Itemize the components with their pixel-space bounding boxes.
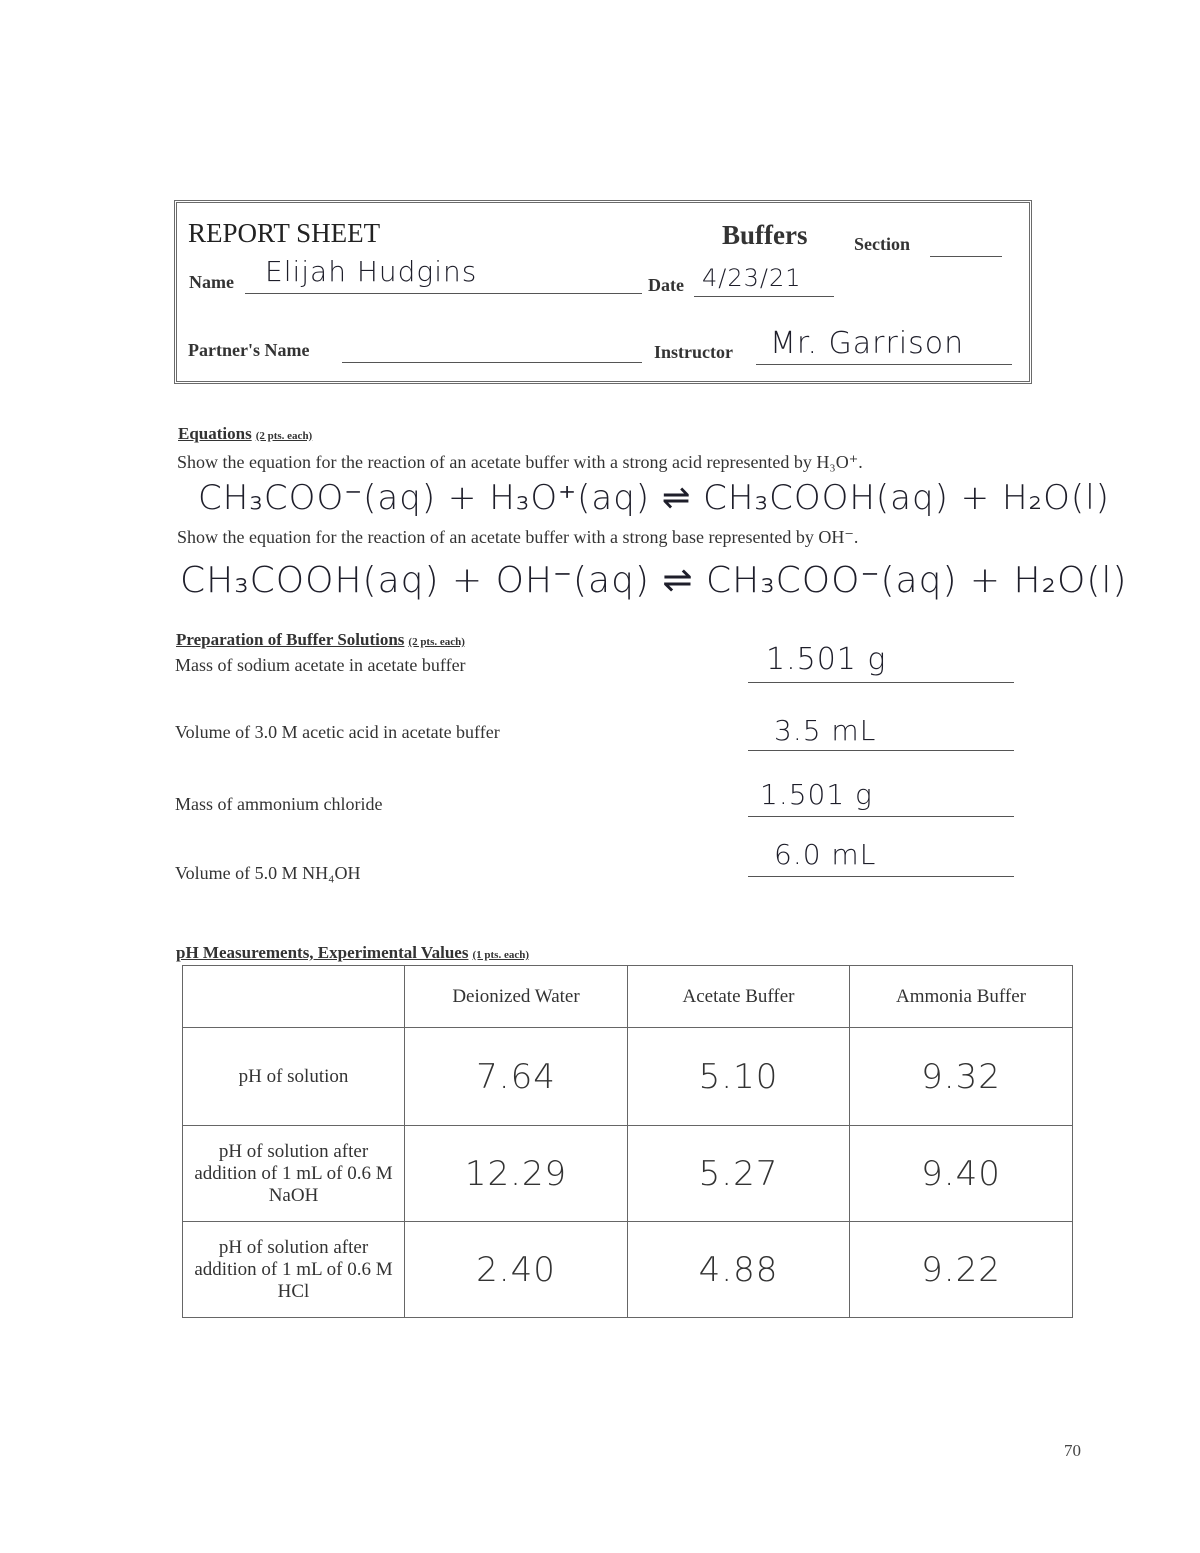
name-label: Name (189, 272, 234, 292)
date-label: Date (648, 275, 684, 295)
date-value: 4/23/21 (702, 264, 802, 292)
page-number: 70 (1064, 1441, 1081, 1460)
instructor-value: Mr. Garrison (770, 326, 965, 361)
column-header: Acetate Buffer (628, 966, 850, 1028)
prep-item-value: 1.501 g (766, 642, 887, 677)
column-header: Deionized Water (405, 966, 628, 1028)
row-label: pH of solution (183, 1028, 405, 1126)
prep-item-label: Mass of ammonium chloride (175, 794, 383, 814)
ph-value[interactable]: 9.32 (850, 1028, 1073, 1126)
table-header-row (183, 966, 1073, 1028)
date-field[interactable] (694, 262, 834, 297)
instructor-field[interactable] (756, 326, 1012, 365)
partner-field[interactable] (342, 340, 642, 363)
prep-item-label: Volume of 5.0 M NH₄OH (175, 863, 361, 883)
partner-label: Partner's Name (188, 340, 310, 360)
prep-item-value: 1.501 g (760, 778, 873, 811)
column-header (183, 966, 405, 1028)
prep-item-field[interactable] (748, 776, 1014, 817)
ph-value[interactable]: 2.40 (405, 1222, 628, 1318)
report-title: REPORT SHEET (188, 218, 381, 248)
ph-table (182, 965, 1073, 1318)
section-field[interactable] (930, 234, 1002, 257)
ph-value[interactable]: 4.88 (628, 1222, 850, 1318)
prep-item-label: Mass of sodium acetate in acetate buffer (175, 655, 466, 675)
instructor-label: Instructor (654, 342, 733, 362)
ph-value[interactable]: 9.40 (850, 1126, 1073, 1222)
name-value: Elijah Hudgins (265, 255, 478, 288)
ph-heading: pH Measurements, Experimental Values (1 pts. each) (176, 943, 529, 962)
prep-item-field[interactable] (748, 838, 1014, 877)
column-header: Ammonia Buffer (850, 966, 1073, 1028)
ph-value[interactable]: 12.29 (405, 1126, 628, 1222)
preparation-heading: Preparation of Buffer Solutions (2 pts. each) (176, 630, 465, 649)
equation-acid-answer: CH₃COO⁻(aq) + H₃O⁺(aq) ⇌ CH₃COOH(aq) + H₂O(l) (198, 478, 1110, 518)
row-label: pH of solution after addition of 1 mL of 0.6 M NaOH (183, 1126, 405, 1222)
equation-base-prompt: Show the equation for the reaction of an acetate buffer with a strong base represented by OH⁻. (177, 527, 859, 547)
prep-item-label: Volume of 3.0 M acetic acid in acetate buffer (175, 722, 500, 742)
ph-value[interactable]: 9.22 (850, 1222, 1073, 1318)
ph-value[interactable]: 5.10 (628, 1028, 850, 1126)
ph-value[interactable]: 7.64 (405, 1028, 628, 1126)
prep-item-field[interactable] (748, 640, 1014, 683)
equations-heading: Equations (2 pts. each) (178, 424, 313, 443)
table-row (183, 1028, 1073, 1126)
equation-acid-prompt: Show the equation for the reaction of an acetate buffer with a strong acid represented by H₃O⁺. (177, 452, 863, 472)
prep-item-value: 3.5 mL (774, 714, 877, 747)
table-row (183, 1222, 1073, 1318)
row-label: pH of solution after addition of 1 mL of 0.6 M HCl (183, 1222, 405, 1318)
experiment-title: Buffers (722, 220, 808, 250)
table-row (183, 1126, 1073, 1222)
equation-base-answer: CH₃COOH(aq) + OH⁻(aq) ⇌ CH₃COO⁻(aq) + H₂O(l) (180, 560, 1128, 601)
section-label: Section (854, 234, 910, 254)
name-field[interactable] (245, 255, 642, 294)
ph-value[interactable]: 5.27 (628, 1126, 850, 1222)
prep-item-field[interactable] (748, 712, 1014, 751)
prep-item-value: 6.0 mL (774, 838, 877, 871)
